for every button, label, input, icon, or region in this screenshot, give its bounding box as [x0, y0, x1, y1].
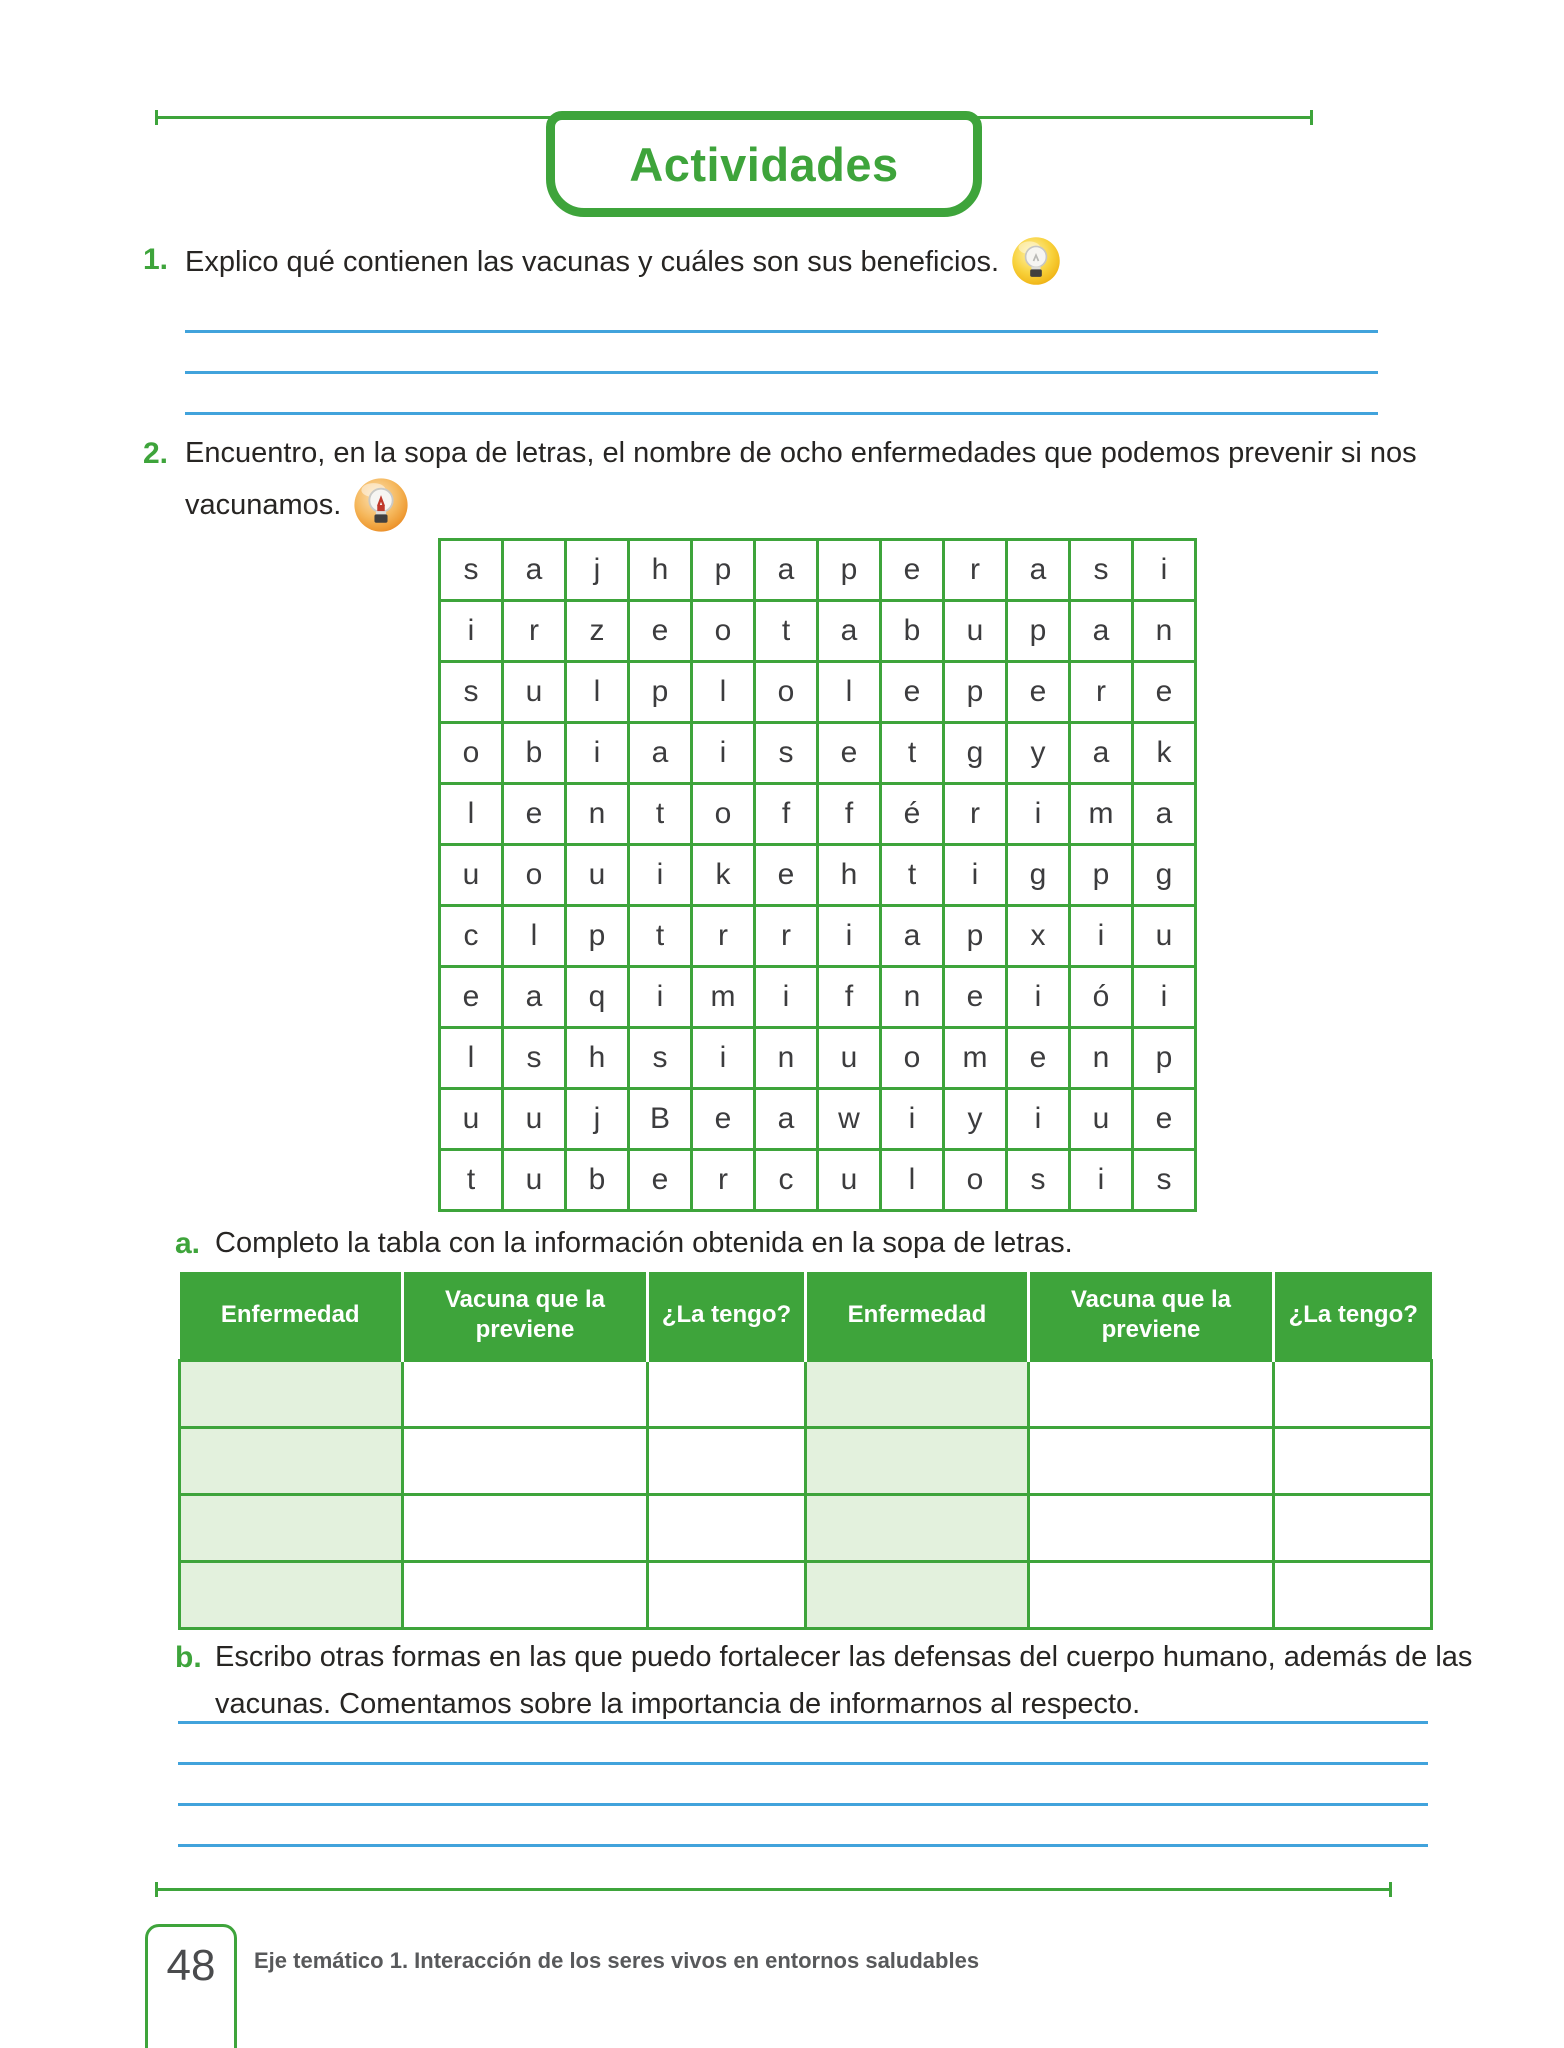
wordsearch-cell[interactable]: a — [1070, 601, 1133, 662]
item-2a-text: Completo la tabla con la información obtenida en la sopa de letras. — [215, 1227, 1073, 1259]
lightbulb-icon — [1011, 236, 1061, 286]
activities-title-box — [546, 111, 982, 217]
wordsearch-cell[interactable]: s — [1133, 1150, 1196, 1211]
wordsearch-row — [440, 845, 1196, 906]
wordsearch-cell[interactable]: a — [1070, 723, 1133, 784]
wordsearch-cell[interactable]: t — [881, 845, 944, 906]
wordsearch-cell[interactable]: u — [503, 1089, 566, 1150]
wordsearch-cell[interactable]: u — [818, 1150, 881, 1211]
wordsearch-cell[interactable]: b — [566, 1150, 629, 1211]
wordsearch-cell[interactable]: r — [944, 784, 1007, 845]
wordsearch-cell[interactable]: i — [1133, 540, 1196, 601]
answer-cell[interactable] — [806, 1561, 1029, 1628]
wordsearch-cell[interactable]: e — [881, 662, 944, 723]
item-2b-label: b. — [175, 1641, 202, 1674]
wordsearch-cell[interactable]: u — [566, 845, 629, 906]
answer-cell[interactable] — [1274, 1360, 1432, 1427]
wordsearch-cell[interactable]: i — [1133, 967, 1196, 1028]
wordsearch-row — [440, 1150, 1196, 1211]
wordsearch-cell[interactable]: e — [944, 967, 1007, 1028]
wordsearch-cell[interactable]: p — [1133, 1028, 1196, 1089]
wordsearch-cell[interactable]: o — [944, 1150, 1007, 1211]
wordsearch-cell[interactable]: r — [692, 906, 755, 967]
page-title: Actividades — [629, 137, 899, 191]
wordsearch-cell[interactable]: l — [566, 662, 629, 723]
wordsearch-cell[interactable]: e — [503, 784, 566, 845]
wordsearch-cell[interactable]: i — [440, 601, 503, 662]
item-2-number: 2. — [143, 437, 169, 470]
item-2b-text: Escribo otras formas en las que puedo fortalecer las defensas del cuerpo humano, además de las vacunas. Comentamos sobre la importancia de informarnos al respecto. — [215, 1641, 1473, 1720]
page-number: 48 — [166, 1941, 216, 1990]
wordsearch-row — [440, 540, 1196, 601]
wordsearch-cell[interactable]: s — [440, 662, 503, 723]
wordsearch-cell[interactable]: i — [629, 845, 692, 906]
wordsearch-cell[interactable]: s — [629, 1028, 692, 1089]
answer-cell[interactable] — [806, 1360, 1029, 1427]
wordsearch-cell[interactable]: B — [629, 1089, 692, 1150]
wordsearch-cell[interactable]: a — [881, 906, 944, 967]
wordsearch-cell[interactable]: e — [440, 967, 503, 1028]
activity-item-1 — [143, 236, 1473, 286]
wordsearch-cell[interactable]: f — [818, 967, 881, 1028]
wordsearch-cell[interactable]: n — [566, 784, 629, 845]
answer-cell[interactable] — [648, 1427, 806, 1494]
wordsearch-row — [440, 601, 1196, 662]
wordsearch-cell[interactable]: u — [503, 662, 566, 723]
wordsearch-cell[interactable]: i — [692, 723, 755, 784]
wordsearch-cell[interactable]: a — [818, 601, 881, 662]
wordsearch-cell[interactable]: o — [503, 845, 566, 906]
wordsearch-cell[interactable]: z — [566, 601, 629, 662]
answer-cell[interactable] — [1029, 1494, 1274, 1561]
answer-table-body — [180, 1360, 1432, 1628]
wordsearch-cell[interactable]: k — [692, 845, 755, 906]
wordsearch-cell[interactable]: n — [881, 967, 944, 1028]
answer-table-row — [180, 1494, 1432, 1561]
wordsearch-row — [440, 784, 1196, 845]
wordsearch-cell[interactable]: i — [1007, 1089, 1070, 1150]
wordsearch-cell[interactable]: a — [503, 967, 566, 1028]
wordsearch-cell[interactable]: o — [692, 601, 755, 662]
wordsearch-cell[interactable]: h — [629, 540, 692, 601]
wordsearch-cell[interactable]: g — [1133, 845, 1196, 906]
wordsearch-cell[interactable]: g — [1007, 845, 1070, 906]
wordsearch-cell[interactable]: p — [566, 906, 629, 967]
wordsearch-cell[interactable]: u — [944, 601, 1007, 662]
wordsearch-cell[interactable]: l — [881, 1150, 944, 1211]
wordsearch-cell[interactable]: i — [1070, 1150, 1133, 1211]
wordsearch-cell[interactable]: y — [1007, 723, 1070, 784]
wordsearch-cell[interactable]: c — [440, 906, 503, 967]
wordsearch-cell[interactable]: a — [1133, 784, 1196, 845]
answer-table-header — [180, 1272, 1432, 1360]
wordsearch-row — [440, 1089, 1196, 1150]
wordsearch-cell[interactable]: r — [1070, 662, 1133, 723]
wordsearch-cell[interactable]: o — [692, 784, 755, 845]
write-line[interactable] — [178, 1762, 1428, 1765]
answer-cell[interactable] — [1274, 1494, 1432, 1561]
wordsearch-cell[interactable]: y — [944, 1089, 1007, 1150]
wordsearch-cell[interactable]: l — [440, 1028, 503, 1089]
wordsearch-cell[interactable]: m — [944, 1028, 1007, 1089]
item-1-text: Explico qué contienen las vacunas y cuáles son sus beneficios. — [185, 246, 1000, 278]
wordsearch-cell[interactable]: u — [440, 845, 503, 906]
wordsearch-cell[interactable]: u — [1133, 906, 1196, 967]
wordsearch-cell[interactable]: p — [629, 662, 692, 723]
answer-cell[interactable] — [180, 1427, 403, 1494]
write-line[interactable] — [185, 330, 1378, 333]
wordsearch-cell[interactable]: a — [1007, 540, 1070, 601]
wordsearch-cell[interactable]: t — [440, 1150, 503, 1211]
wordsearch-cell[interactable]: p — [692, 540, 755, 601]
column-header-enfermedad-2: Enfermedad — [806, 1272, 1029, 1360]
activity-item-2a — [175, 1220, 1475, 1269]
column-header-vacuna-2: Vacuna que la previene — [1029, 1272, 1274, 1360]
wordsearch-cell[interactable]: s — [440, 540, 503, 601]
wordsearch-cell[interactable]: p — [818, 540, 881, 601]
wordsearch-cell[interactable]: x — [1007, 906, 1070, 967]
wordsearch-cell[interactable]: j — [566, 540, 629, 601]
write-line[interactable] — [178, 1844, 1428, 1847]
wordsearch-cell[interactable]: a — [503, 540, 566, 601]
column-header-vacuna-1: Vacuna que la previene — [403, 1272, 648, 1360]
wordsearch-row — [440, 662, 1196, 723]
answer-table-row — [180, 1427, 1432, 1494]
item-2-text-wrap — [185, 430, 1447, 533]
wordsearch-cell[interactable]: e — [1007, 1028, 1070, 1089]
wordsearch-cell[interactable]: h — [818, 845, 881, 906]
wordsearch-cell[interactable]: s — [1070, 540, 1133, 601]
wordsearch-cell[interactable]: e — [1007, 662, 1070, 723]
wordsearch-cell[interactable]: i — [692, 1028, 755, 1089]
answer-table-row — [180, 1561, 1432, 1628]
wordsearch-cell[interactable]: l — [692, 662, 755, 723]
wordsearch-cell[interactable]: p — [1007, 601, 1070, 662]
answer-lines-item-2b — [178, 1721, 1428, 1885]
wordsearch-cell[interactable]: e — [818, 723, 881, 784]
wordsearch-cell[interactable]: t — [629, 906, 692, 967]
wordsearch-cell[interactable]: f — [818, 784, 881, 845]
answer-table-row — [180, 1360, 1432, 1427]
answer-cell[interactable] — [648, 1561, 806, 1628]
wordsearch-cell[interactable]: r — [692, 1150, 755, 1211]
answer-cell[interactable] — [403, 1561, 648, 1628]
wordsearch-cell[interactable]: e — [629, 1150, 692, 1211]
wordsearch-cell[interactable]: o — [440, 723, 503, 784]
decorative-rule-bottom — [155, 1888, 1392, 1891]
wordsearch-cell[interactable]: m — [692, 967, 755, 1028]
wordsearch-cell[interactable]: g — [944, 723, 1007, 784]
wordsearch-cell[interactable]: a — [629, 723, 692, 784]
wordsearch-cell[interactable]: i — [755, 967, 818, 1028]
answer-cell[interactable] — [648, 1360, 806, 1427]
wordsearch-cell[interactable]: a — [755, 1089, 818, 1150]
wordsearch-row — [440, 723, 1196, 784]
wordsearch-cell[interactable]: j — [566, 1089, 629, 1150]
answer-cell[interactable] — [1274, 1561, 1432, 1628]
wordsearch-cell[interactable]: u — [818, 1028, 881, 1089]
answer-cell[interactable] — [806, 1494, 1029, 1561]
item-1-text-wrap — [185, 236, 1061, 286]
wordsearch-cell[interactable]: s — [755, 723, 818, 784]
wordsearch-cell[interactable]: i — [1070, 906, 1133, 967]
wordsearch-grid-body — [440, 540, 1196, 1211]
wordsearch-cell[interactable]: o — [881, 1028, 944, 1089]
wordsearch-cell[interactable]: p — [944, 906, 1007, 967]
wordsearch-cell[interactable]: u — [440, 1089, 503, 1150]
wordsearch-cell[interactable]: r — [944, 540, 1007, 601]
item-2-text: Encuentro, en la sopa de letras, el nombre de ocho enfermedades que podemos prevenir si nos vacunamos. — [185, 437, 1417, 521]
wordsearch-cell[interactable]: p — [944, 662, 1007, 723]
footer-caption: Eje temático 1. Interacción de los seres vivos en entornos saludables — [254, 1948, 980, 1973]
item-1-number: 1. — [143, 243, 169, 276]
wordsearch-cell[interactable]: e — [1133, 662, 1196, 723]
wordsearch-cell[interactable]: e — [755, 845, 818, 906]
answer-cell[interactable] — [180, 1360, 403, 1427]
wordsearch-cell[interactable]: q — [566, 967, 629, 1028]
answer-cell[interactable] — [806, 1427, 1029, 1494]
wordsearch-cell[interactable]: h — [566, 1028, 629, 1089]
wordsearch-cell[interactable]: o — [755, 662, 818, 723]
wordsearch-cell[interactable]: a — [755, 540, 818, 601]
wordsearch-cell[interactable]: f — [755, 784, 818, 845]
column-header-enfermedad-1: Enfermedad — [180, 1272, 403, 1360]
wordsearch-cell[interactable]: t — [755, 601, 818, 662]
wordsearch-cell[interactable]: s — [503, 1028, 566, 1089]
answer-cell[interactable] — [1029, 1360, 1274, 1427]
wordsearch-cell[interactable]: e — [1133, 1089, 1196, 1150]
answer-cell[interactable] — [1029, 1561, 1274, 1628]
wordsearch-cell[interactable]: i — [1007, 967, 1070, 1028]
wordsearch-cell[interactable]: i — [629, 967, 692, 1028]
wordsearch-cell[interactable]: i — [566, 723, 629, 784]
wordsearch-row — [440, 906, 1196, 967]
answer-cell[interactable] — [403, 1494, 648, 1561]
answer-cell[interactable] — [180, 1494, 403, 1561]
write-line[interactable] — [178, 1721, 1428, 1724]
wordsearch-row — [440, 967, 1196, 1028]
wordsearch-cell[interactable]: n — [1133, 601, 1196, 662]
wordsearch-cell[interactable]: t — [629, 784, 692, 845]
column-header-latengo-2: ¿La tengo? — [1274, 1272, 1432, 1360]
wordsearch-cell[interactable]: e — [881, 540, 944, 601]
wordsearch-cell[interactable]: n — [1070, 1028, 1133, 1089]
wordsearch-grid — [438, 538, 1197, 1212]
page-number-box — [145, 1924, 237, 2048]
answer-table — [178, 1272, 1433, 1630]
wordsearch-cell[interactable]: i — [818, 906, 881, 967]
answer-cell[interactable] — [180, 1561, 403, 1628]
wordsearch-cell[interactable]: ó — [1070, 967, 1133, 1028]
wordsearch-cell[interactable]: m — [1070, 784, 1133, 845]
wordsearch-cell[interactable]: i — [1007, 784, 1070, 845]
wordsearch-cell[interactable]: e — [629, 601, 692, 662]
wordsearch-cell[interactable]: w — [818, 1089, 881, 1150]
wordsearch-cell[interactable]: b — [881, 601, 944, 662]
wordsearch-cell[interactable]: u — [1070, 1089, 1133, 1150]
answer-cell[interactable] — [1274, 1427, 1432, 1494]
wordsearch-cell[interactable]: u — [503, 1150, 566, 1211]
wordsearch-cell[interactable]: n — [755, 1028, 818, 1089]
wordsearch-cell[interactable]: b — [503, 723, 566, 784]
lightbulb-icon — [353, 477, 409, 533]
wordsearch-cell[interactable]: p — [1070, 845, 1133, 906]
answer-cell[interactable] — [1029, 1427, 1274, 1494]
wordsearch-row — [440, 1028, 1196, 1089]
wordsearch-cell[interactable]: r — [755, 906, 818, 967]
wordsearch-cell[interactable]: r — [503, 601, 566, 662]
wordsearch-cell[interactable]: l — [818, 662, 881, 723]
wordsearch-cell[interactable]: i — [944, 845, 1007, 906]
wordsearch-cell[interactable]: c — [755, 1150, 818, 1211]
wordsearch-cell[interactable]: l — [440, 784, 503, 845]
answer-cell[interactable] — [403, 1427, 648, 1494]
wordsearch-cell[interactable]: t — [881, 723, 944, 784]
wordsearch-cell[interactable]: l — [503, 906, 566, 967]
answer-cell[interactable] — [403, 1360, 648, 1427]
activity-item-2b — [175, 1634, 1483, 1728]
wordsearch-cell[interactable]: i — [881, 1089, 944, 1150]
write-line[interactable] — [185, 371, 1378, 374]
write-line[interactable] — [185, 412, 1378, 415]
wordsearch-cell[interactable]: é — [881, 784, 944, 845]
column-header-latengo-1: ¿La tengo? — [648, 1272, 806, 1360]
item-2a-label: a. — [175, 1227, 201, 1260]
answer-cell[interactable] — [648, 1494, 806, 1561]
wordsearch-cell[interactable]: s — [1007, 1150, 1070, 1211]
activity-item-2 — [143, 430, 1447, 533]
write-line[interactable] — [178, 1803, 1428, 1806]
wordsearch-cell[interactable]: e — [692, 1089, 755, 1150]
wordsearch-cell[interactable]: k — [1133, 723, 1196, 784]
